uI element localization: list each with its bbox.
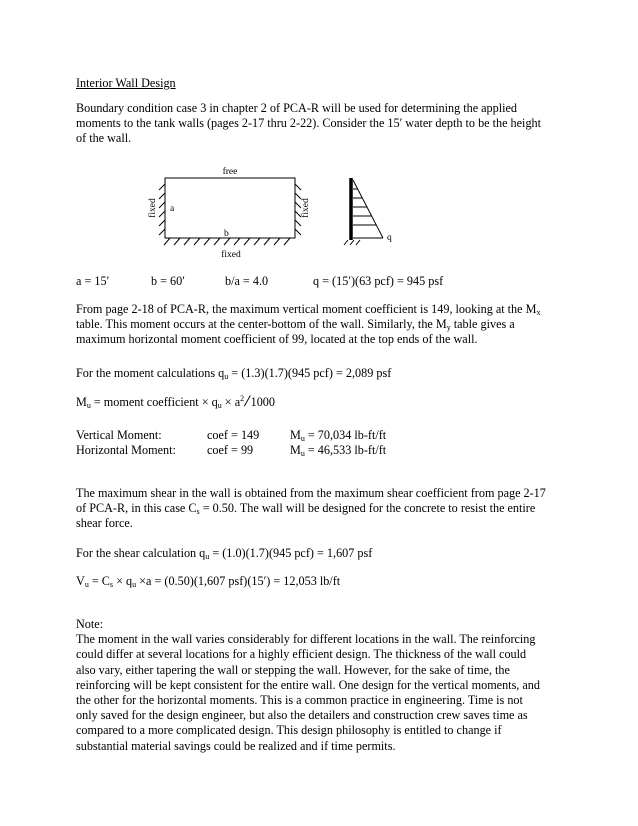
- note-title: Note:: [76, 617, 104, 631]
- subscript: u: [86, 401, 91, 410]
- b-label: b: [224, 229, 229, 239]
- formula-text: ×a = (0.50)(1,607 psf)(15′) = 12,053 lb/ft: [136, 574, 341, 588]
- note-line: only saved for the design engineer, but also the detailers and construction crew saves time as: [76, 708, 528, 723]
- q-label: q: [387, 233, 392, 243]
- subscript: u: [205, 552, 210, 561]
- moment-label: Horizontal Moment:: [76, 443, 176, 457]
- param-ba: b/a = 4.0: [225, 274, 269, 288]
- coefficient-paragraph: [76, 302, 566, 348]
- param-b: b = 60′: [151, 274, 185, 288]
- division-slash: /: [243, 393, 252, 410]
- shear-text: of PCA-R, in this case C: [76, 501, 197, 516]
- coef-text: From page 2-18 of PCA-R, the maximum vertical moment coefficient is 149, looking at the M: [76, 302, 537, 316]
- free-label: free: [222, 167, 238, 177]
- shear-text: shear force.: [76, 516, 133, 531]
- a-label: a: [170, 204, 175, 214]
- qu-shear-line: [76, 546, 372, 561]
- left-fixed-hatching: [159, 184, 165, 235]
- subscript: u: [217, 401, 222, 410]
- shear-paragraph: [76, 486, 566, 532]
- moment-label: Vertical Moment:: [76, 428, 162, 442]
- subscript: y: [446, 323, 451, 333]
- note-line: The moment in the wall varies considerably for different locations in the wall. The reinforcing: [76, 632, 536, 647]
- coef-text: table. This moment occurs at the center-bottom of the wall. Similarly, the M: [76, 317, 447, 332]
- subscript: s: [109, 580, 114, 589]
- subscript: u: [132, 580, 137, 589]
- moment-coef: coef = 99: [207, 443, 254, 457]
- formula-text: M: [76, 395, 87, 409]
- qu-moment-line: [76, 366, 391, 381]
- qu-text: = (1.3)(1.7)(945 pcf) = 2,089 psf: [228, 366, 392, 380]
- boundary-diagram: [130, 160, 410, 265]
- subscript: x: [536, 308, 541, 317]
- note-line: substantial material savings could be realized and if time permits.: [76, 738, 396, 753]
- note-line: reinforcing will be kept consistent for the entire wall. One design for the vertical moments, and: [76, 677, 540, 692]
- formula-text: × a: [221, 395, 241, 409]
- hydrostatic-pressure-triangle: [353, 180, 383, 238]
- note-section: [76, 617, 566, 754]
- moment-value: $M_u = 46,533$ lb-ft/ft: [290, 443, 387, 458]
- coef-text: maximum horizontal moment coefficient of 99, located at the top ends of the wall.: [76, 332, 478, 347]
- fixed-bottom-label: fixed: [221, 250, 241, 260]
- formula-text: = C: [88, 574, 110, 588]
- subscript: u: [224, 372, 229, 381]
- moment-value: $M_u = 70,034$ lb-ft/ft: [290, 428, 387, 443]
- wall-base-hatching: [344, 240, 360, 245]
- coef-text: table gives a: [450, 317, 515, 332]
- qu-text: For the moment calculations q: [76, 366, 225, 380]
- subscript: u: [84, 580, 89, 589]
- param-q: q = (15′)(63 pcf) = 945 psf: [313, 274, 444, 288]
- vu-formula: [76, 574, 340, 589]
- qu-text: = (1.0)(1.7)(945 pcf) = 1,607 psf: [209, 546, 373, 560]
- formula-text: V: [76, 574, 85, 588]
- qu-text: For the shear calculation q: [76, 546, 206, 560]
- intro-line: of the wall.: [76, 131, 132, 146]
- moment-coef: coef = 149: [207, 428, 260, 442]
- superscript: 2: [240, 394, 245, 403]
- param-a: a = 15′: [76, 274, 110, 288]
- shear-text: = 0.50. The wall will be designed for the concrete to resist the entire: [199, 501, 536, 516]
- note-line: could differ at several locations for a highly efficient design. The thickness of the wall could: [76, 647, 527, 662]
- intro-line: Boundary condition case 3 in chapter 2 of PCA-R will be used for determining the applied: [76, 101, 518, 115]
- wall-plate-rectangle: [165, 178, 295, 238]
- intro-paragraph: [76, 101, 566, 147]
- formula-text: 1000: [250, 395, 275, 409]
- note-line: compared to a more complicated design. This design philosophy is entitled to change if: [76, 723, 502, 738]
- note-line: also vary, either tapering the wall or stepping the wall. However, for the sake of time, the: [76, 662, 510, 677]
- note-line: the other for the horizontal moments. This is a common practice in engineering. Time is not: [76, 693, 523, 708]
- section-heading: Interior Wall Design: [76, 76, 176, 90]
- fixed-right-label: fixed: [301, 198, 311, 218]
- intro-line: moments to the tank walls (pages 2-17 thru 2-22). Consider the 15′ water depth to be the height: [76, 116, 542, 131]
- fixed-left-label: fixed: [148, 198, 158, 218]
- shear-text: The maximum shear in the wall is obtained from the maximum shear coefficient from page 2-17: [76, 486, 546, 500]
- formula-text: = moment coefficient × q: [90, 395, 218, 409]
- mu-formula: [76, 394, 275, 410]
- formula-text: × q: [113, 574, 133, 588]
- subscript: s: [196, 507, 200, 517]
- bottom-fixed-hatching: [164, 238, 290, 245]
